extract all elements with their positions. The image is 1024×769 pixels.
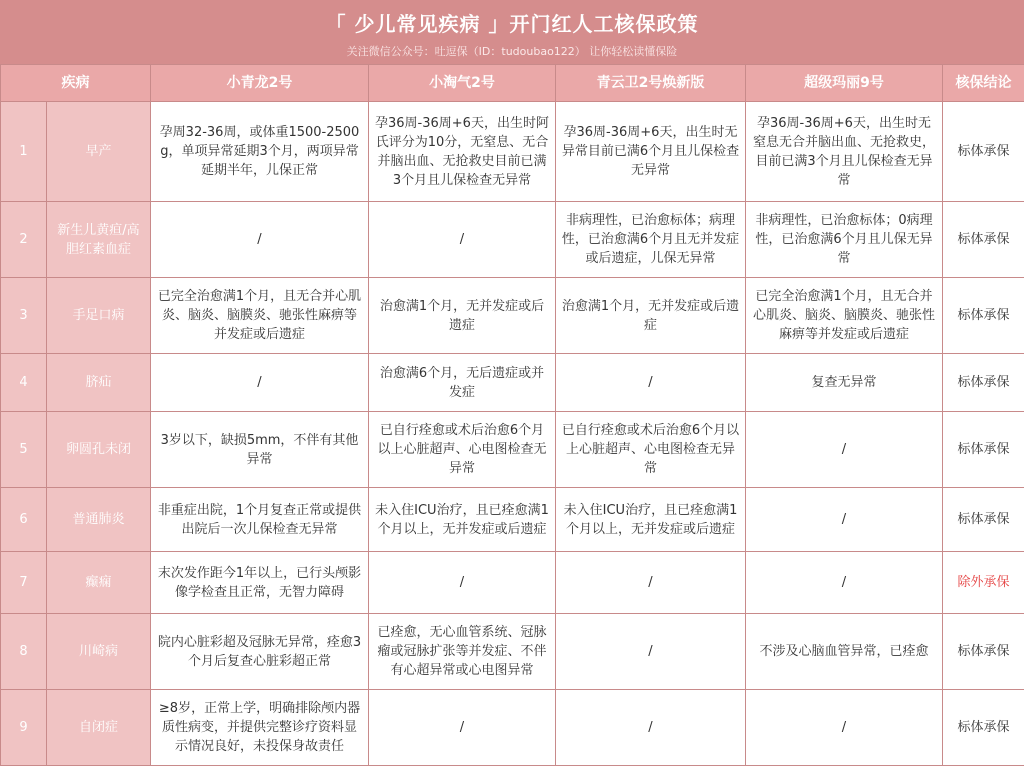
cell-qingyunwei: / xyxy=(556,552,746,614)
cell-xiaoqinglong: ≥8岁，正常上学，明确排除颅内器质性病变，并提供完整诊疗资料显示情况良好，未投保身故责任 xyxy=(151,690,369,766)
table-row xyxy=(1,614,1024,690)
conclusion-cell: 标体承保 xyxy=(943,690,1024,766)
cell-qingyunwei: 孕36周-36周+6天，出生时无异常目前已满6个月且儿保检查无异常 xyxy=(556,102,746,202)
cell-chaojimali: / xyxy=(746,412,943,488)
conclusion-cell: 标体承保 xyxy=(943,412,1024,488)
table-row xyxy=(1,278,1024,354)
conclusion-cell: 标体承保 xyxy=(943,278,1024,354)
table-row xyxy=(1,354,1024,412)
cell-qingyunwei: 已自行痊愈或术后治愈6个月以上心脏超声、心电图检查无异常 xyxy=(556,412,746,488)
disease-name: 自闭症 xyxy=(47,690,151,766)
conclusion-cell: 标体承保 xyxy=(943,354,1024,412)
row-number: 7 xyxy=(1,552,47,614)
cell-chaojimali: / xyxy=(746,488,943,552)
cell-xiaotaoqi: / xyxy=(369,552,556,614)
cell-xiaotaoqi: 治愈满1个月，无并发症或后遗症 xyxy=(369,278,556,354)
row-number: 3 xyxy=(1,278,47,354)
cell-xiaotaoqi: 已痊愈，无心血管系统、冠脉瘤或冠脉扩张等并发症、不伴有心超异常或心电图异常 xyxy=(369,614,556,690)
conclusion-cell: 标体承保 xyxy=(943,614,1024,690)
cell-xiaotaoqi: / xyxy=(369,202,556,278)
conclusion-cell: 除外承保 xyxy=(943,552,1024,614)
policy-table xyxy=(0,64,1024,766)
cell-xiaoqinglong: 已完全治愈满1个月，且无合并心肌炎、脑炎、脑膜炎、驰张性麻痹等并发症或后遗症 xyxy=(151,278,369,354)
cell-chaojimali: 已完全治愈满1个月，且无合并心肌炎、脑炎、脑膜炎、驰张性麻痹等并发症或后遗症 xyxy=(746,278,943,354)
title-banner xyxy=(0,0,1024,64)
table-header-row xyxy=(1,65,1024,102)
cell-qingyunwei: 治愈满1个月，无并发症或后遗症 xyxy=(556,278,746,354)
cell-xiaoqinglong: 孕周32-36周，或体重1500-2500g，单项异常延期3个月，两项异常延期半年，儿保正常 xyxy=(151,102,369,202)
disease-name: 手足口病 xyxy=(47,278,151,354)
cell-xiaotaoqi: 未入住ICU治疗，且已痊愈满1个月以上，无并发症或后遗症 xyxy=(369,488,556,552)
table-row xyxy=(1,202,1024,278)
cell-chaojimali: 复查无异常 xyxy=(746,354,943,412)
header-qingyunwei: 青云卫2号焕新版 xyxy=(556,65,746,102)
disease-name: 川崎病 xyxy=(47,614,151,690)
cell-xiaoqinglong: 院内心脏彩超及冠脉无异常，痊愈3个月后复查心脏彩超正常 xyxy=(151,614,369,690)
cell-qingyunwei: / xyxy=(556,354,746,412)
cell-chaojimali: 孕36周-36周+6天，出生时无窒息无合并脑出血、无抢救史，目前已满3个月且儿保检查无异常 xyxy=(746,102,943,202)
cell-xiaoqinglong: / xyxy=(151,202,369,278)
cell-xiaoqinglong: 3岁以下，缺损5mm，不伴有其他异常 xyxy=(151,412,369,488)
header-chaojimali: 超级玛丽9号 xyxy=(746,65,943,102)
cell-xiaotaoqi: / xyxy=(369,690,556,766)
cell-qingyunwei: 非病理性，已治愈标体；病理性，已治愈满6个月且无并发症或后遗症，儿保无异常 xyxy=(556,202,746,278)
conclusion-cell: 标体承保 xyxy=(943,102,1024,202)
header-disease: 疾病 xyxy=(1,65,151,102)
cell-xiaoqinglong: 非重症出院，1个月复查正常或提供出院后一次儿保检查无异常 xyxy=(151,488,369,552)
disease-name: 早产 xyxy=(47,102,151,202)
cell-qingyunwei: 未入住ICU治疗，且已痊愈满1个月以上，无并发症或后遗症 xyxy=(556,488,746,552)
cell-qingyunwei: / xyxy=(556,614,746,690)
conclusion-cell: 标体承保 xyxy=(943,488,1024,552)
row-number: 5 xyxy=(1,412,47,488)
cell-xiaoqinglong: 末次发作距今1年以上，已行头颅影像学检查且正常，无智力障碍 xyxy=(151,552,369,614)
row-number: 9 xyxy=(1,690,47,766)
header-xiaotaoqi: 小淘气2号 xyxy=(369,65,556,102)
cell-chaojimali: / xyxy=(746,552,943,614)
cell-chaojimali: / xyxy=(746,690,943,766)
table-row xyxy=(1,552,1024,614)
cell-qingyunwei: / xyxy=(556,690,746,766)
conclusion-cell: 标体承保 xyxy=(943,202,1024,278)
table-row xyxy=(1,690,1024,766)
row-number: 4 xyxy=(1,354,47,412)
table-row xyxy=(1,412,1024,488)
header-conclusion: 核保结论 xyxy=(943,65,1024,102)
disease-name: 新生儿黄疸/高胆红素血症 xyxy=(47,202,151,278)
page-title: 「 少儿常见疾病 」开门红人工核保政策 xyxy=(325,12,699,36)
cell-xiaotaoqi: 治愈满6个月，无后遗症或并发症 xyxy=(369,354,556,412)
cell-chaojimali: 非病理性，已治愈标体；0病理性，已治愈满6个月且儿保无异常 xyxy=(746,202,943,278)
header-xiaoqinglong: 小青龙2号 xyxy=(151,65,369,102)
disease-name: 脐疝 xyxy=(47,354,151,412)
cell-xiaotaoqi: 已自行痊愈或术后治愈6个月以上心脏超声、心电图检查无异常 xyxy=(369,412,556,488)
row-number: 6 xyxy=(1,488,47,552)
disease-name: 癫痫 xyxy=(47,552,151,614)
cell-chaojimali: 不涉及心脑血管异常，已痊愈 xyxy=(746,614,943,690)
row-number: 1 xyxy=(1,102,47,202)
cell-xiaoqinglong: / xyxy=(151,354,369,412)
row-number: 8 xyxy=(1,614,47,690)
row-number: 2 xyxy=(1,202,47,278)
cell-xiaotaoqi: 孕36周-36周+6天，出生时阿氏评分为10分，无窒息、无合并脑出血、无抢救史目前已满3个月且儿保检查无异常 xyxy=(369,102,556,202)
table-row xyxy=(1,102,1024,202)
disease-name: 卵圆孔未闭 xyxy=(47,412,151,488)
table-row xyxy=(1,488,1024,552)
page-subtitle: 关注微信公众号：吐逗保（ID：tudoubao122） 让你轻松读懂保险 xyxy=(346,45,678,58)
disease-name: 普通肺炎 xyxy=(47,488,151,552)
